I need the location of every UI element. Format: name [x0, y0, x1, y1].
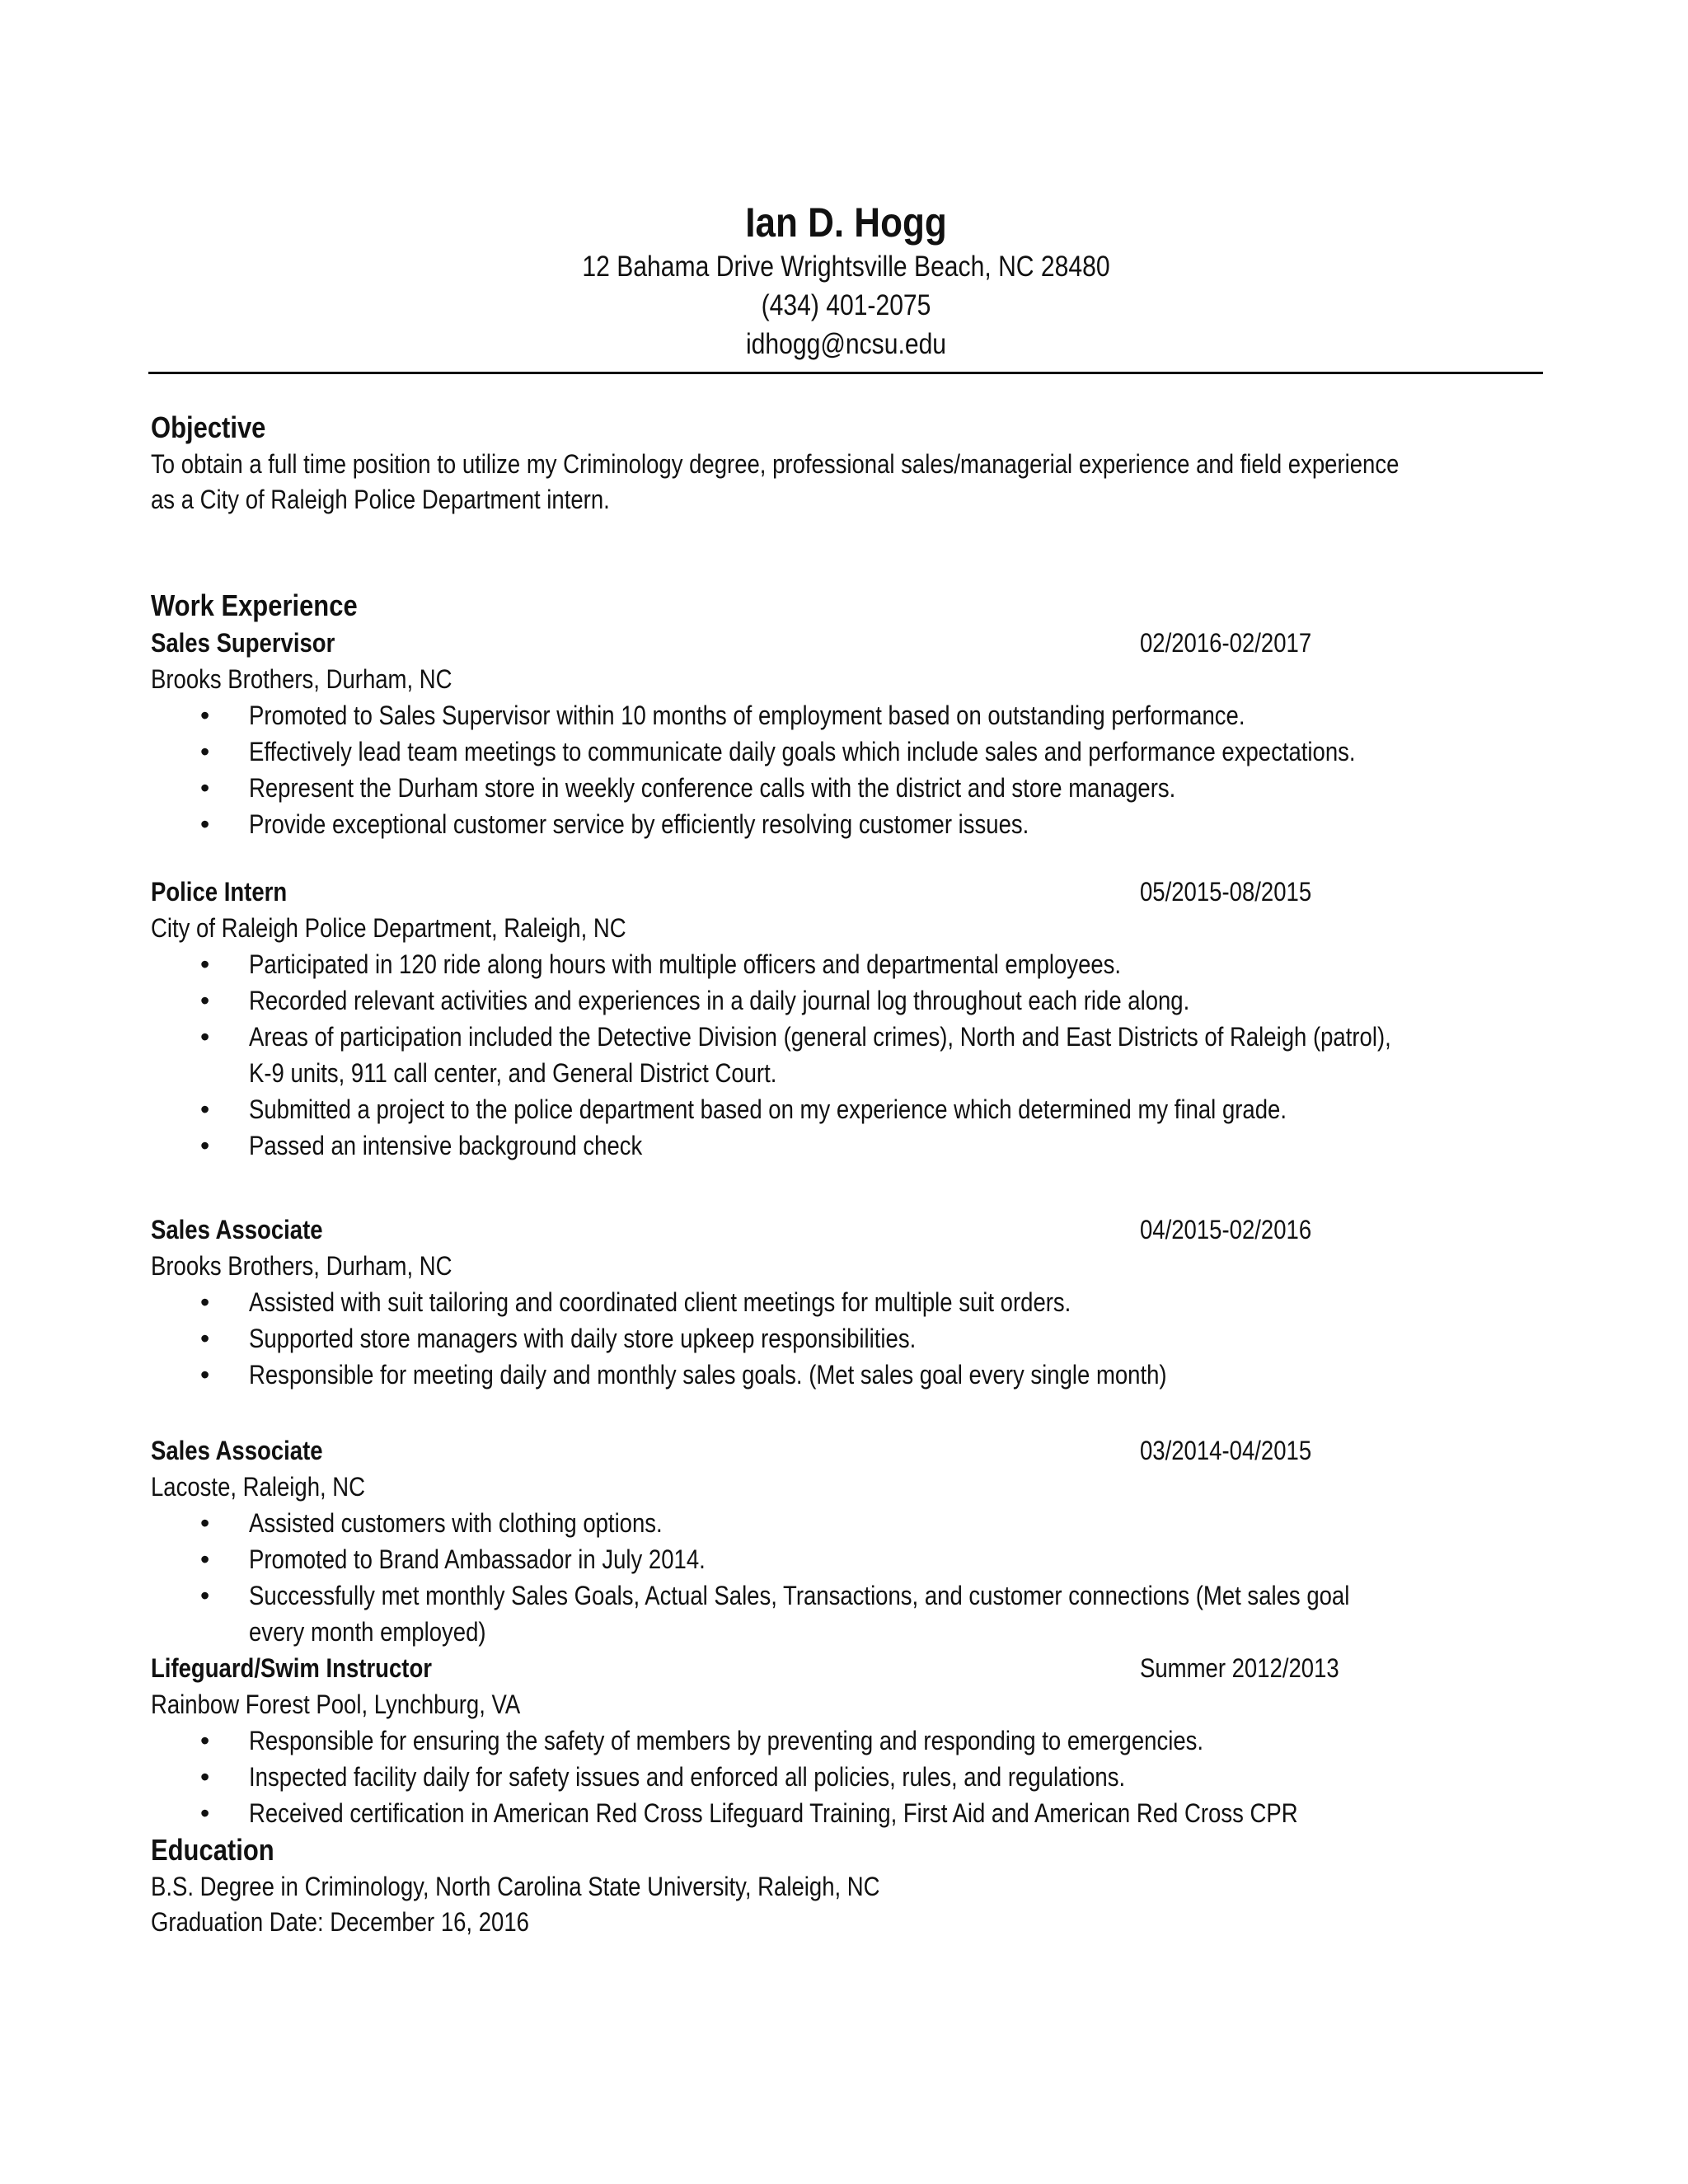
bullet-icon: •	[200, 1726, 210, 1755]
objective-text-line-2: as a City of Raleigh Police Department intern.	[151, 485, 610, 514]
phone-number: (434) 401-2075	[761, 289, 931, 321]
list-item: • Responsible for ensuring the safety of members by preventing and responding to emergencies.	[151, 1722, 1544, 1759]
job-title: Sales Associate	[151, 1436, 323, 1465]
bullet-icon: •	[200, 949, 210, 979]
bullet-icon: •	[200, 701, 210, 730]
objective-text-line-1: To obtain a full time position to utilize my Criminology degree, professional sales/managerial experience and field experience	[151, 449, 1400, 479]
job-bullets	[151, 697, 1544, 842]
address: 12 Bahama Drive Wrightsville Beach, NC 28480	[582, 251, 1110, 283]
job-title: Sales Associate	[151, 1215, 323, 1244]
email-address: idhogg@ncsu.edu	[745, 328, 947, 360]
list-item: • Recorded relevant activities and experiences in a daily journal log throughout each ride along.	[151, 982, 1544, 1019]
list-item: • Received certification in American Red Cross Lifeguard Training, First Aid and American Red Cross CPR	[151, 1795, 1544, 1831]
job-dates: 03/2014-04/2015	[1140, 1436, 1312, 1465]
job-organization: City of Raleigh Police Department, Raleigh, NC	[151, 913, 626, 943]
bullet-icon: •	[200, 1131, 210, 1160]
job-bullets	[151, 946, 1544, 1164]
education-section	[151, 1831, 1544, 1940]
bullet-icon: •	[200, 1544, 210, 1574]
job-entry	[151, 1650, 1544, 1831]
job-bullets	[151, 1505, 1544, 1650]
bullet-icon: •	[200, 1581, 210, 1610]
education-heading: Education	[151, 1833, 274, 1867]
list-item: • Successfully met monthly Sales Goals, Actual Sales, Transactions, and customer connections (Met sales goal every month employed)	[151, 1577, 1544, 1650]
job-organization: Brooks Brothers, Durham, NC	[151, 664, 452, 694]
list-item: • Responsible for meeting daily and monthly sales goals. (Met sales goal every single month)	[151, 1357, 1544, 1393]
job-bullets	[151, 1284, 1544, 1393]
bullet-icon: •	[200, 1360, 210, 1390]
bullet-icon: •	[200, 773, 210, 803]
job-dates: 02/2016-02/2017	[1140, 628, 1312, 658]
job-header	[151, 625, 1544, 661]
bullet-icon: •	[200, 809, 210, 839]
bullet-icon: •	[200, 1508, 210, 1538]
job-header	[151, 1432, 1544, 1469]
bullet-icon: •	[200, 737, 210, 766]
bullet-icon: •	[200, 1798, 210, 1828]
list-item: • Submitted a project to the police department based on my experience which determined my final grade.	[151, 1091, 1544, 1127]
work-experience-heading: Work Experience	[151, 588, 358, 622]
header-divider	[148, 372, 1543, 374]
list-item: • Areas of participation included the Detective Division (general crimes), North and East Districts of Raleigh (patrol), K-9 units, 911 call center, and General District Court.	[151, 1019, 1544, 1091]
job-entry	[151, 874, 1544, 1164]
education-degree: B.S. Degree in Criminology, North Carolina State University, Raleigh, NC	[151, 1872, 880, 1901]
objective-heading: Objective	[151, 410, 266, 444]
bullet-icon: •	[200, 1094, 210, 1124]
job-entry	[151, 625, 1544, 842]
job-title: Sales Supervisor	[151, 628, 335, 658]
job-organization: Brooks Brothers, Durham, NC	[151, 1251, 452, 1281]
list-item: • Effectively lead team meetings to communicate daily goals which include sales and performance expectations.	[151, 733, 1544, 770]
bullet-icon: •	[200, 1324, 210, 1353]
objective-section	[151, 409, 1544, 518]
bullet-icon: •	[200, 1022, 210, 1052]
work-experience-section	[151, 587, 1544, 1831]
job-header	[151, 1212, 1544, 1248]
list-item: • Passed an intensive background check	[151, 1127, 1544, 1164]
job-bullets	[151, 1722, 1544, 1831]
list-item: • Represent the Durham store in weekly conference calls with the district and store managers.	[151, 770, 1544, 806]
list-item: • Assisted with suit tailoring and coordinated client meetings for multiple suit orders.	[151, 1284, 1544, 1320]
job-organization: Lacoste, Raleigh, NC	[151, 1472, 366, 1502]
job-dates: 05/2015-08/2015	[1140, 877, 1312, 907]
resume-body	[151, 409, 1544, 1940]
bullet-icon: •	[200, 986, 210, 1015]
list-item: • Promoted to Brand Ambassador in July 2014.	[151, 1541, 1544, 1577]
graduation-date: Graduation Date: December 16, 2016	[151, 1907, 529, 1937]
resume-header	[151, 198, 1541, 363]
candidate-name: Ian D. Hogg	[745, 199, 947, 246]
job-title: Lifeguard/Swim Instructor	[151, 1653, 432, 1683]
bullet-icon: •	[200, 1287, 210, 1317]
job-dates: 04/2015-02/2016	[1140, 1215, 1312, 1244]
job-header	[151, 1650, 1544, 1686]
job-title: Police Intern	[151, 877, 288, 907]
job-organization: Rainbow Forest Pool, Lynchburg, VA	[151, 1690, 521, 1719]
job-entry	[151, 1432, 1544, 1650]
list-item: • Participated in 120 ride along hours with multiple officers and departmental employees.	[151, 946, 1544, 982]
list-item: • Provide exceptional customer service by efficiently resolving customer issues.	[151, 806, 1544, 842]
job-entry	[151, 1212, 1544, 1393]
job-dates: Summer 2012/2013	[1140, 1653, 1339, 1683]
bullet-icon: •	[200, 1762, 210, 1792]
list-item: • Assisted customers with clothing options.	[151, 1505, 1544, 1541]
list-item: • Promoted to Sales Supervisor within 10 months of employment based on outstanding performance.	[151, 697, 1544, 733]
list-item: • Inspected facility daily for safety issues and enforced all policies, rules, and regulations.	[151, 1759, 1544, 1795]
list-item: • Supported store managers with daily store upkeep responsibilities.	[151, 1320, 1544, 1357]
job-header	[151, 874, 1544, 910]
